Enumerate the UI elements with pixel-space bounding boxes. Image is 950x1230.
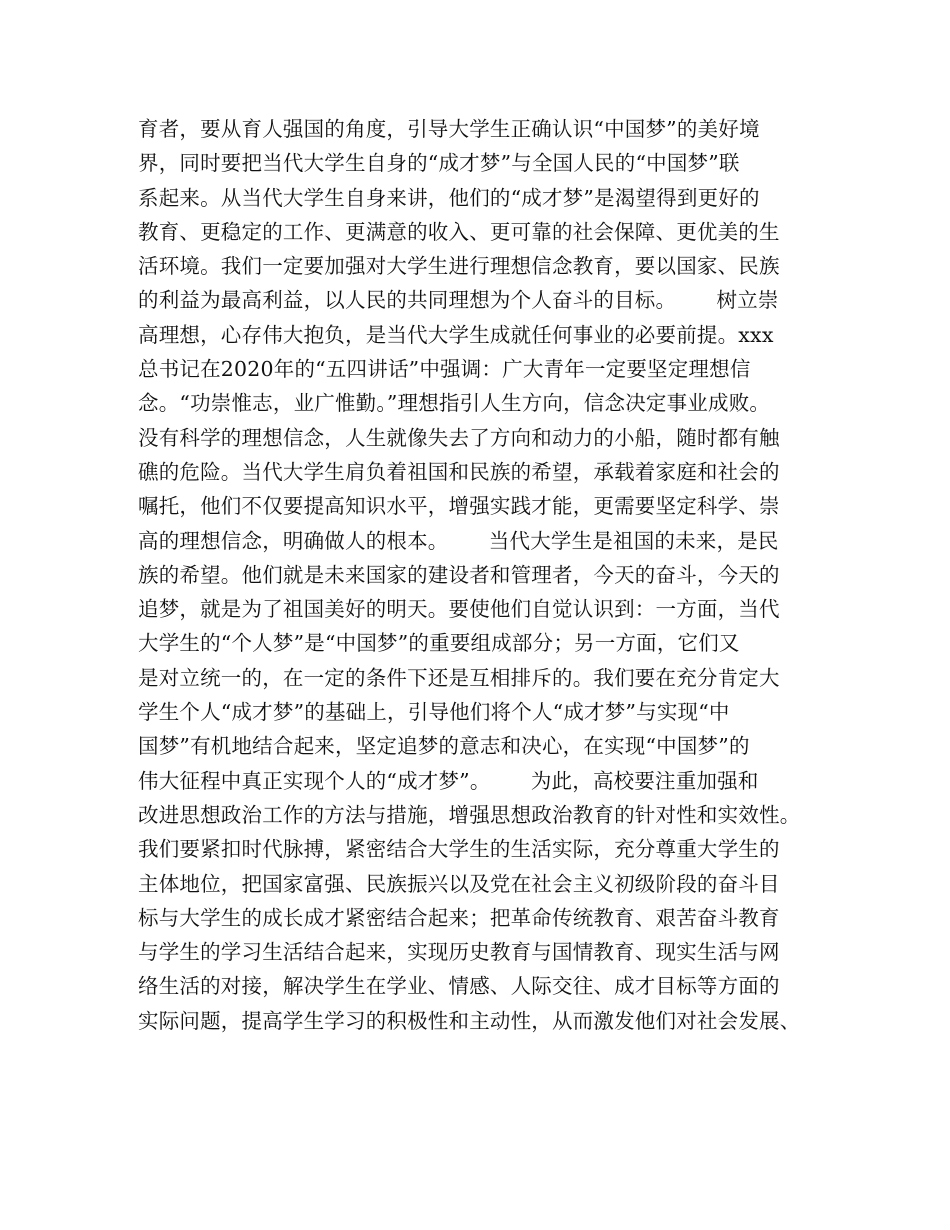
- text-line: 大学生的“个人梦”是“中国梦”的重要组成部分；另一方面，它们又: [138, 631, 740, 656]
- text-line: 嘱托，他们不仅要提高知识水平，增强实践才能，更需要坚定科学、崇: [138, 494, 780, 519]
- text-line: 界，同时要把当代大学生自身的“成才梦”与全国人民的“中国梦”联: [138, 151, 740, 176]
- text-line: 与学生的学习生活结合起来，实现历史教育与国情教育、现实生活与网: [138, 940, 780, 965]
- text-line: 改进思想政治工作的方法与措施，增强思想政治教育的针对性和实效性。: [138, 802, 801, 827]
- text-line: 礁的危险。当代大学生肩负着祖国和民族的希望，承载着家庭和社会的: [138, 459, 780, 484]
- text-line: 教育、更稳定的工作、更满意的收入、更可靠的社会保障、更优美的生: [138, 219, 780, 244]
- text-line: 国梦”有机地结合起来，坚定追梦的意志和决心，在实现“中国梦”的: [138, 734, 750, 759]
- text-line: 高理想，心存伟大抱负，是当代大学生成就任何事业的必要前提。xxx: [138, 322, 774, 347]
- text-line: 高的理想信念，明确做人的根本。 当代大学生是祖国的未来，是民: [138, 528, 779, 553]
- text-line: 追梦，就是为了祖国美好的明天。要使他们自觉认识到：一方面，当代: [138, 597, 780, 622]
- text-line: 伟大征程中真正实现个人的“成才梦”。 为此，高校要注重加强和: [138, 768, 759, 793]
- text-line: 我们要紧扣时代脉搏，紧密结合大学生的生活实际，充分尊重大学生的: [138, 837, 780, 862]
- text-line: 族的希望。他们就是未来国家的建设者和管理者，今天的奋斗，今天的: [138, 562, 780, 587]
- text-line: 没有科学的理想信念，人生就像失去了方向和动力的小船，随时都有触: [138, 425, 780, 450]
- text-line: 学生个人“成才梦”的基础上，引导他们将个人“成才梦”与实现“中: [138, 700, 730, 725]
- text-line: 实际问题，提高学生学习的积极性和主动性，从而激发他们对社会发展、: [138, 1008, 801, 1033]
- text-line: 育者，要从育人强国的角度，引导大学生正确认识“中国梦”的美好境: [138, 117, 760, 141]
- text-line: 念。“功崇惟志，业广惟勤。”理想指引人生方向，信念决定事业成败。: [138, 391, 771, 416]
- body-text: [138, 112, 838, 1038]
- text-line: 活环境。我们一定要加强对大学生进行理想信念教育，要以国家、民族: [138, 254, 780, 279]
- text-line: 主体地位，把国家富强、民族振兴以及党在社会主义初级阶段的奋斗目: [138, 871, 780, 896]
- text-line: 是对立统一的，在一定的条件下还是互相排斥的。我们要在充分肯定大: [138, 665, 780, 690]
- text-line: 标与大学生的成长成才紧密结合起来；把革命传统教育、艰苦奋斗教育: [138, 905, 780, 930]
- text-line: 络生活的对接，解决学生在学业、情感、人际交往、成才目标等方面的: [138, 974, 780, 999]
- text-line: 的利益为最高利益，以人民的共同理想为个人奋斗的目标。 树立崇: [138, 288, 779, 313]
- text-line: 系起来。从当代大学生自身来讲，他们的“成才梦”是渴望得到更好的: [138, 185, 760, 210]
- text-line: 总书记在2020年的“五四讲话”中强调：广大青年一定要坚定理想信: [138, 357, 751, 382]
